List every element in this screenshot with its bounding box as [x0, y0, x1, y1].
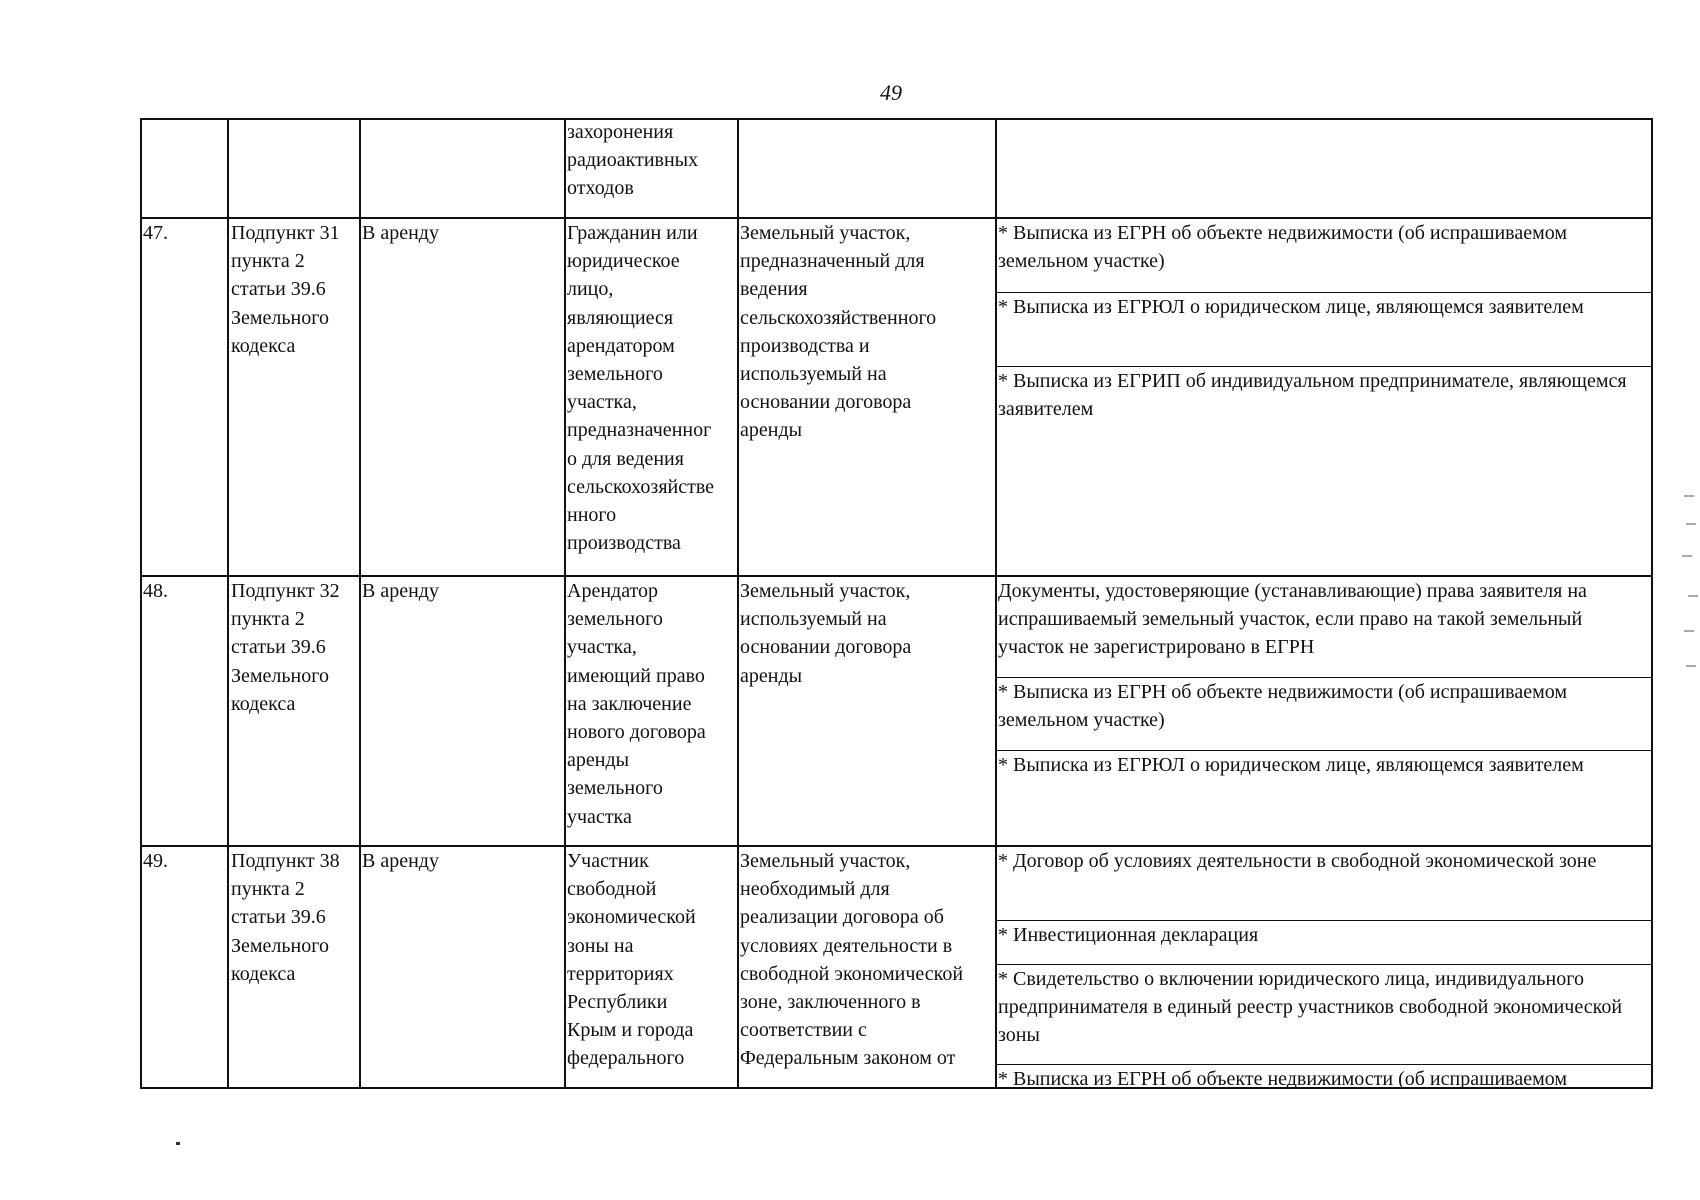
- column-divider: [737, 118, 739, 1089]
- document-item: * Выписка из ЕГРН об объекте недвижимости (об испрашиваемом: [998, 1068, 1568, 1089]
- document-item: * Выписка из ЕГРН об объекте недвижимости (об испрашиваемом земельном участке): [998, 222, 1568, 273]
- column-divider: [564, 118, 566, 1089]
- applicant-cell: Участник свободной экономической зоны на территориях Республики Крым и города федерального: [567, 850, 696, 1070]
- document-item: * Выписка из ЕГРЮЛ о юридическом лице, являющемся заявителем: [998, 754, 1584, 776]
- scan-artifact: [1680, 495, 1700, 685]
- document-item: Документы, удостоверяющие (устанавливающие) права заявителя на испрашиваемый земельный участок, если право на такой земельный участок не зарегистрировано в ЕГРН: [998, 580, 1587, 659]
- applicant-cell: Гражданин или юридическое лицо, являющиеся арендатором земельного участка, предназначенног о для ведения сельскохозяйстве нного производства: [567, 222, 715, 555]
- legal-basis-cell: Подпункт 38 пункта 2 статьи 39.6 Земельного кодекса: [231, 850, 340, 985]
- column-divider: [227, 118, 229, 1089]
- document-item: * Инвестиционная декларация: [998, 924, 1259, 946]
- applicant-cell: Арендатор земельного участка, имеющий право на заключение нового договора аренды земельного участка: [567, 580, 706, 828]
- land-plot-cell: Земельный участок, необходимый для реализации договора об условиях деятельности в свободной экономической зоне, заключенного в соответствии с Федеральным законом от: [740, 850, 964, 1070]
- document-item: * Выписка из ЕГРЮЛ о юридическом лице, являющемся заявителем: [998, 296, 1584, 318]
- grant-type-cell: В аренду: [362, 850, 439, 872]
- legal-basis-cell: Подпункт 31 пункта 2 статьи 39.6 Земельного кодекса: [231, 222, 340, 357]
- column-divider: [359, 118, 361, 1089]
- land-plot-cell: Земельный участок, используемый на основании договора аренды: [740, 580, 912, 687]
- continuation-applicant-cell: захоронения радиоактивных отходов: [567, 121, 699, 200]
- document-item: * Выписка из ЕГРН об объекте недвижимости (об испрашиваемом земельном участке): [998, 681, 1568, 732]
- row-number-cell: 47.: [143, 222, 168, 244]
- land-plot-cell: Земельный участок, предназначенный для ведения сельскохозяйственного производства и используемый на основании договора аренды: [740, 222, 937, 442]
- document-item: * Договор об условиях деятельности в свободной экономической зоне: [998, 850, 1597, 872]
- page-number: 49: [880, 80, 902, 105]
- grant-type-cell: В аренду: [362, 222, 439, 244]
- grant-type-cell: В аренду: [362, 580, 439, 602]
- row-number-cell: 48.: [143, 580, 168, 602]
- scan-dot: [176, 1142, 180, 1145]
- row-number-cell: 49.: [143, 850, 168, 872]
- document-item: * Выписка из ЕГРИП об индивидуальном предпринимателе, являющемся заявителем: [998, 370, 1627, 421]
- document-item: * Свидетельство о включении юридического лица, индивидуального предпринимателя в единый реестр участников свободной экономической зоны: [998, 968, 1623, 1047]
- column-divider: [995, 118, 997, 1089]
- legal-basis-cell: Подпункт 32 пункта 2 статьи 39.6 Земельного кодекса: [231, 580, 340, 715]
